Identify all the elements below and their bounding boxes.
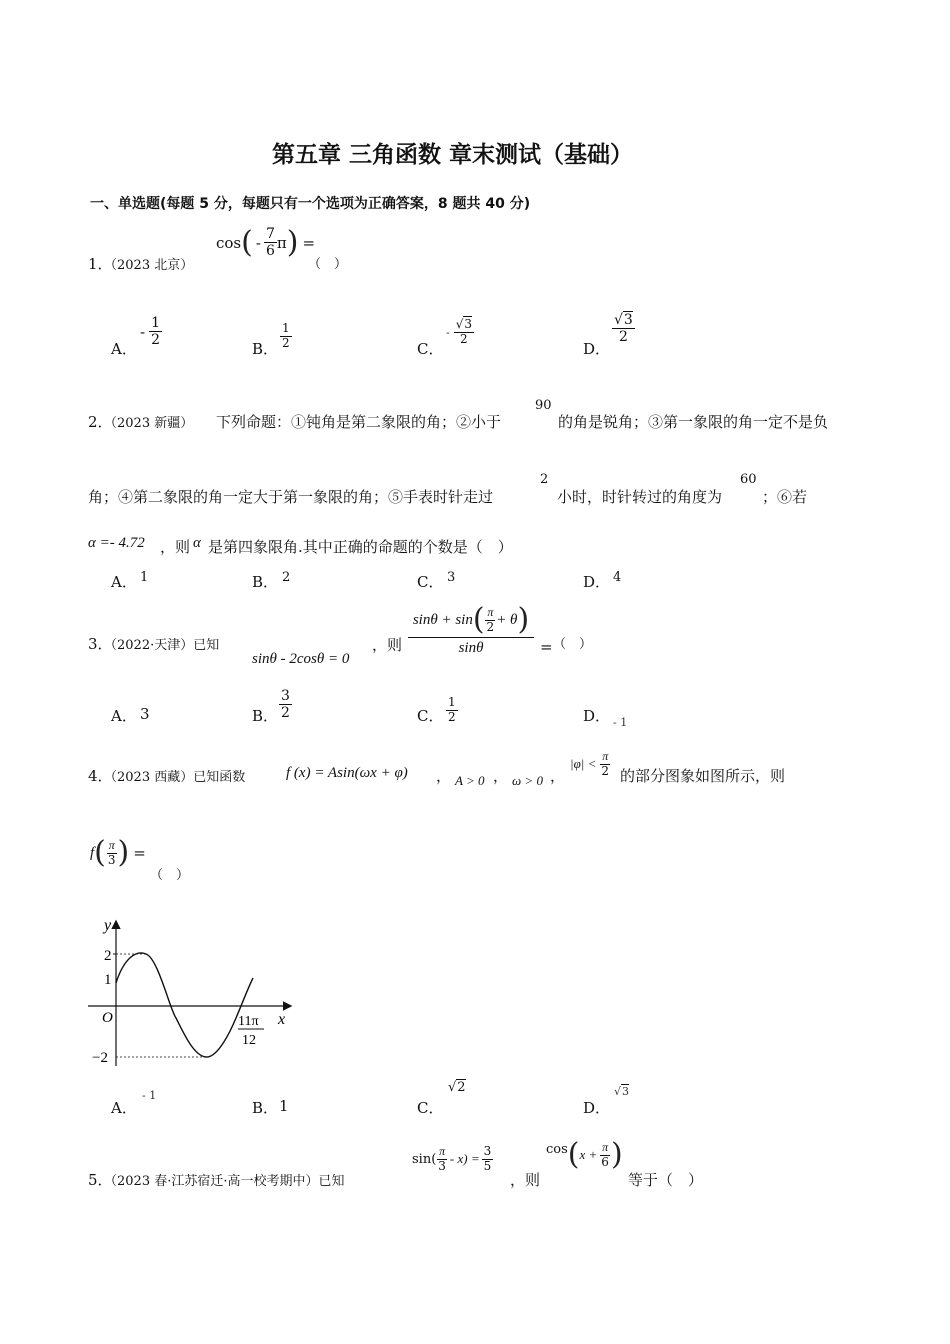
neg-sign: - (446, 325, 450, 339)
equals: = (540, 638, 553, 656)
q2-text-d: 小时，时针转过的角度为 (557, 488, 723, 506)
fraction (599, 1141, 611, 1170)
option-c-label: C． (417, 707, 444, 725)
option-a-label: A． (111, 1099, 137, 1117)
q5-sin-expr (412, 1145, 493, 1174)
question-source: （2023 西藏）已知函数 (104, 770, 246, 785)
q4-ask (90, 835, 146, 870)
question-source: （2023 春·江苏宿迁·高一校考期中）已知 (104, 1174, 345, 1189)
numerator: 1 (282, 321, 290, 335)
section-heading: 一、单选题(每题 5 分，每题只有一个选项为正确答案，8 题共 40 分) (90, 196, 531, 212)
fraction-denominator: sinθ (458, 640, 484, 656)
q2-alpha-expr: α =- 4.72 (88, 535, 145, 551)
question-number: 2． (88, 413, 113, 431)
option-a-label: A． (111, 707, 137, 725)
numerator (612, 312, 635, 329)
right-paren: ) (517, 602, 530, 637)
neg-sign: - (255, 233, 261, 252)
y-tick-1: 1 (104, 972, 112, 988)
page-title: 第五章 三角函数 章末测试（基础） (272, 142, 634, 168)
fraction (280, 322, 292, 351)
q2-text-f: ，则 (160, 538, 191, 556)
option-b-value: 1 (279, 1097, 289, 1115)
radicand: 2 (457, 1080, 466, 1095)
q4-comma-3: ， (550, 767, 566, 785)
answer-blank: （ ） (553, 637, 593, 652)
option-a-label: A． (111, 573, 137, 591)
q4-comma-2: ， (493, 767, 509, 785)
radicand: 3 (622, 1085, 630, 1098)
q4-cond-a: A > 0 (455, 773, 485, 788)
answer-blank: （ ） (150, 868, 190, 883)
q4-comma-1: ， (436, 767, 452, 785)
denominator: 2 (151, 332, 160, 349)
q2-text-e: ；⑥若 (762, 488, 808, 506)
cos-inner: x + (579, 1147, 598, 1162)
sin-close: - x) = (449, 1151, 480, 1167)
sqrt-icon: √ (455, 317, 464, 331)
option-a-value: 3 (140, 705, 150, 723)
right-paren: ) (117, 835, 130, 870)
option-b-label: B． (252, 340, 279, 358)
q5-cos-expr (546, 1137, 623, 1172)
q3-fraction (408, 602, 534, 657)
q2-text-a: 下列命题：①钝角是第二象限的角；②小于 (216, 413, 502, 431)
denominator: 3 (107, 852, 116, 867)
pi-symbol: π (276, 233, 287, 252)
question-number: 4． (88, 767, 113, 785)
option-d-label: D． (583, 707, 611, 725)
x-axis-label: x (278, 1011, 286, 1028)
fraction (279, 688, 292, 721)
radicand: 3 (623, 312, 633, 328)
numerator: π (108, 837, 115, 852)
numerator: 3 (483, 1144, 492, 1158)
question-source: （2023 北京） (104, 258, 194, 273)
right-paren: ) (286, 224, 299, 260)
q4-cond-omega: ω > 0 (512, 773, 543, 788)
left-paren: ( (472, 602, 485, 637)
option-d-label: D． (583, 340, 611, 358)
fraction (612, 312, 635, 345)
option-a-value (140, 315, 162, 348)
denominator: 2 (281, 705, 290, 722)
y-tick-2: 2 (104, 948, 112, 964)
option-b-value: 2 (282, 570, 291, 585)
cos-fn: cos (546, 1141, 568, 1157)
option-b-value (279, 688, 292, 721)
y-tick-neg2: −2 (92, 1050, 108, 1066)
option-d-value: 4 (613, 570, 622, 585)
option-d-label: D． (583, 1099, 611, 1117)
numerator: 1 (151, 315, 160, 331)
sine-curve (116, 953, 253, 1057)
fraction (454, 318, 474, 347)
denominator: 6 (265, 243, 275, 260)
fraction (436, 1145, 448, 1174)
left-paren: ( (94, 835, 106, 870)
question-number: 3． (88, 635, 113, 653)
denominator: 2 (448, 709, 456, 724)
fraction (446, 696, 458, 725)
inner-fraction (485, 606, 497, 635)
equals: = (302, 233, 316, 252)
numerator: 7 (265, 226, 275, 242)
option-c-value: 3 (447, 570, 456, 585)
option-c-label: C． (417, 1099, 444, 1117)
left-paren: ( (241, 224, 253, 260)
f-symbol: f (90, 844, 95, 861)
option-c-value (446, 696, 458, 725)
sine-graph (86, 910, 306, 1070)
denominator: 2 (282, 335, 290, 350)
question-source: （2023 新疆） (104, 416, 194, 431)
question-number: 1． (88, 255, 113, 273)
denominator: 2 (601, 763, 610, 778)
value-fraction (482, 1145, 494, 1174)
q4-function: f (x) = Asin(ωx + φ) (286, 765, 408, 781)
q2-num-60: 60 (740, 472, 757, 487)
option-c-label: C． (417, 340, 444, 358)
option-b-label: B． (252, 707, 279, 725)
x-tick-denominator: 12 (242, 1033, 256, 1048)
q4-phi-condition (570, 750, 611, 779)
sqrt-icon: √ (614, 1085, 622, 1098)
option-d-value (612, 312, 635, 345)
numerator: π (439, 1144, 446, 1158)
fraction (149, 315, 162, 348)
option-b-label: B． (252, 573, 279, 591)
numerator: π (602, 1139, 609, 1154)
denominator: 5 (483, 1158, 492, 1173)
fraction (599, 750, 611, 779)
question-number: 5． (88, 1171, 113, 1189)
numerator: π (602, 749, 609, 763)
q1-expression (216, 226, 315, 259)
sqrt-icon: √ (614, 312, 623, 328)
option-a-value: - 1 (142, 1089, 157, 1102)
q2-text-g: 是第四象限角.其中正确的命题的个数是（ ） (208, 538, 513, 556)
q3-then: ，则 (372, 636, 403, 654)
q2-num-90: 90 (535, 398, 552, 413)
sqrt-icon: √ (448, 1080, 457, 1095)
neg-sign: - (140, 322, 146, 341)
right-paren: ) (610, 1137, 623, 1172)
y-axis-label: y (104, 917, 112, 934)
denominator: 2 (460, 331, 468, 346)
denominator: 2 (486, 619, 495, 634)
left-paren: ( (567, 1137, 580, 1172)
x-tick-numerator: 11π (238, 1014, 259, 1029)
question-source: （2022·天津）已知 (104, 638, 220, 653)
option-a-label: A． (111, 340, 137, 358)
option-c-label: C． (417, 573, 444, 591)
numerator: 1 (448, 695, 456, 709)
option-c-value (448, 1080, 466, 1095)
numerator: π (487, 604, 494, 619)
denominator: 2 (618, 329, 628, 346)
q2-text-b: 的角是锐角；③第一象限的角一定不是负 (558, 413, 829, 431)
cos-fn: cos (216, 233, 242, 252)
numerator (454, 318, 474, 333)
q4-tail: 的部分图象如图所示，则 (620, 767, 786, 785)
q2-alpha: α (193, 535, 201, 551)
answer-blank: （ ） (308, 257, 348, 272)
option-a-value: 1 (140, 570, 149, 585)
q5-then: ，则 (510, 1171, 541, 1189)
fraction (106, 839, 118, 868)
option-d-value: - 1 (613, 716, 628, 729)
fraction (264, 226, 277, 259)
phi-abs: |φ| < (570, 756, 597, 772)
q2-num-2: 2 (540, 472, 549, 487)
numerator-text: sinθ + sin (412, 611, 473, 628)
fraction-numerator (408, 602, 534, 638)
option-b-label: B． (252, 1099, 279, 1117)
q3-condition: sinθ - 2cosθ = 0 (252, 651, 350, 667)
option-d-value (614, 1085, 629, 1098)
numerator: 3 (281, 688, 290, 704)
origin-label: O (102, 1010, 113, 1026)
option-b-value (280, 322, 292, 351)
denominator: 3 (438, 1158, 446, 1173)
q2-text-c: 角；④第二象限的角一定大于第一象限的角；⑤手表时针走过 (88, 488, 494, 506)
equals: = (133, 844, 146, 862)
inner-rest: + θ (496, 611, 518, 628)
sin-open: sin( (412, 1151, 437, 1167)
option-d-label: D． (583, 573, 611, 591)
q5-tail: 等于（ ） (628, 1171, 704, 1189)
denominator: 6 (601, 1154, 609, 1169)
option-c-value (446, 318, 474, 347)
radicand: 3 (464, 317, 473, 331)
